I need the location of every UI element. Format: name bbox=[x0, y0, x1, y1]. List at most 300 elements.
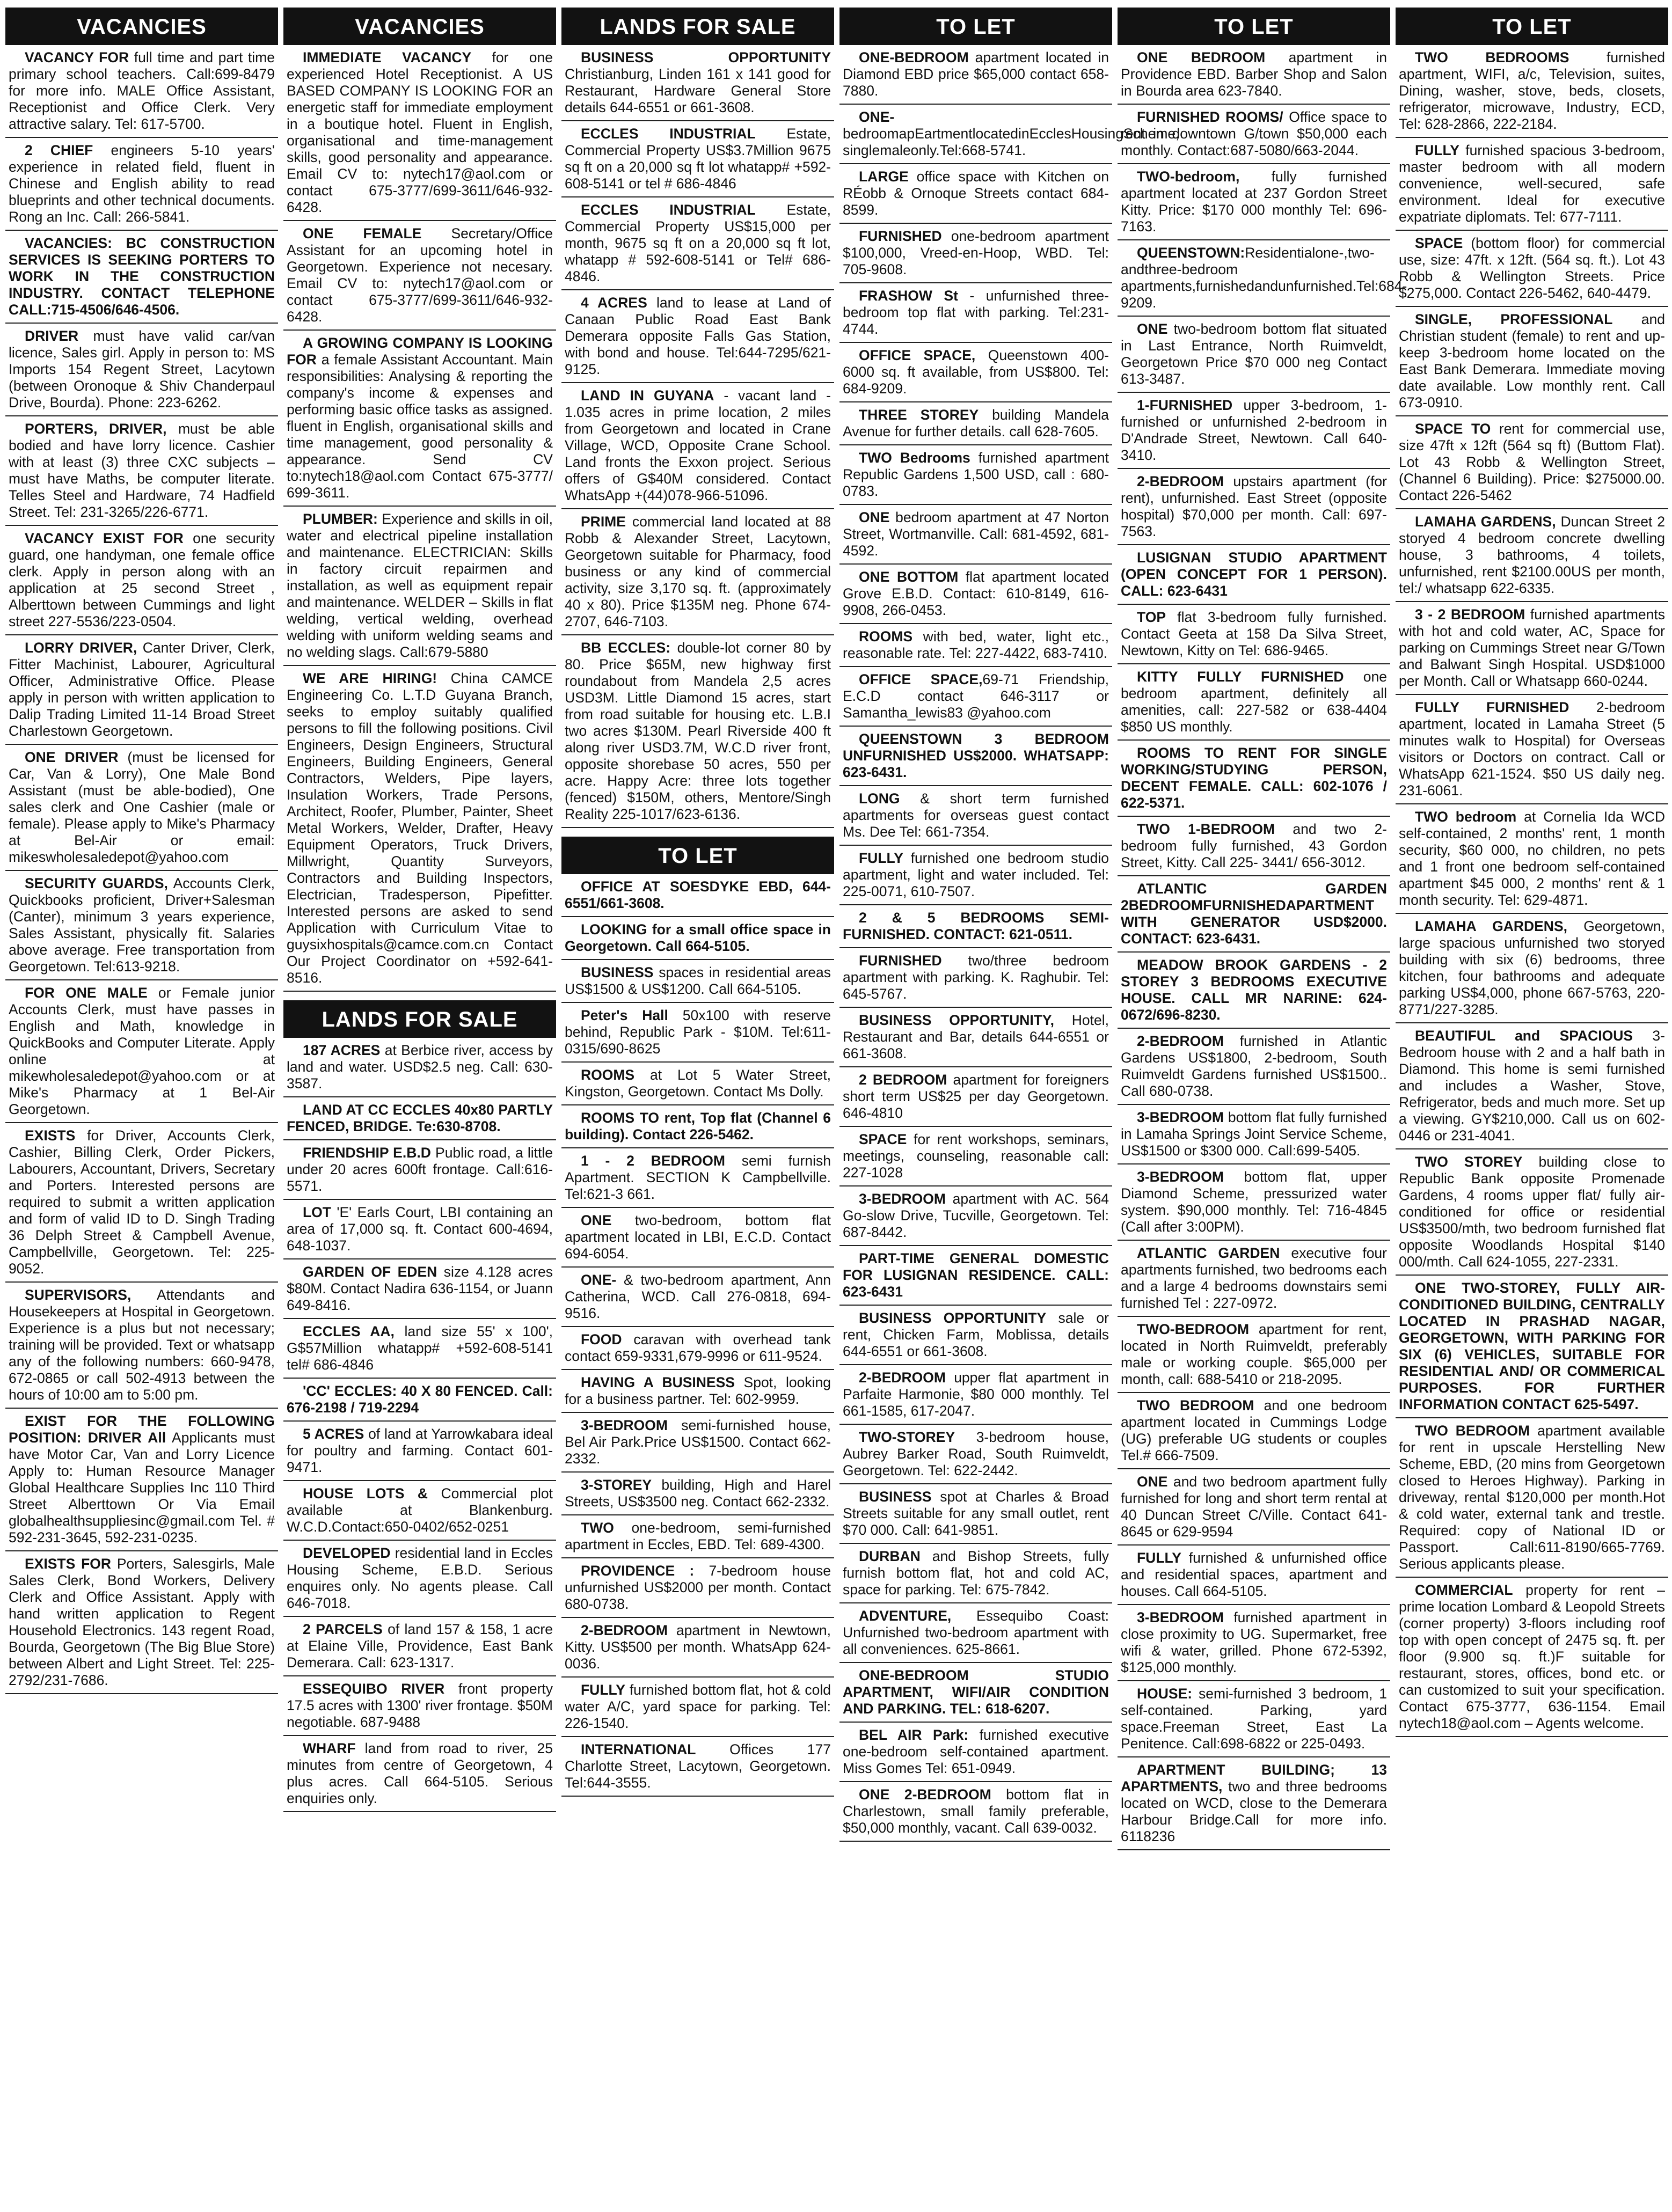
ad-text: Hotel, Restaurant and Bar, details 644-6551 or 661-3608. bbox=[843, 1012, 1109, 1061]
ad-text: rent for commercial use, size 47ft x 12ft (564 sq ft) (Buttom Flat). Lot 43 Robb & Wellington Street, (Channel 6 Building). Price: $275000.00. Contact 226-5462 bbox=[1399, 421, 1665, 503]
ad-text: spot at Charles & Broad Streets suitable for any small outlet, rent $70 000. Call: 641-9851. bbox=[843, 1489, 1109, 1538]
ad-lead: DRIVER bbox=[25, 328, 79, 344]
ad-lead: THREE STOREY bbox=[859, 407, 979, 423]
ad-text: semi-furnished house, Bel Air Park.Price US$1500. Contact 662-2332. bbox=[565, 1417, 831, 1467]
ad-lead: EXIST FOR THE FOLLOWING POSITION: DRIVER All bbox=[9, 1413, 275, 1446]
classified-ad bbox=[5, 1123, 278, 1283]
ad-lead: LAND AT CC ECCLES 40x80 PARTLY FENCED, BRIDGE. Te:630-8708. bbox=[287, 1102, 553, 1134]
ad-lead: ONE 2-BEDROOM bbox=[859, 1786, 991, 1803]
classified-ad bbox=[561, 1003, 834, 1063]
ad-text: caravan with overhead tank contact 659-9331,679-9996 or 611-9524. bbox=[565, 1331, 831, 1364]
classified-ad bbox=[1396, 138, 1668, 231]
ad-lead: ONE- bbox=[581, 1272, 617, 1288]
ad-lead: ONE bbox=[581, 1212, 612, 1228]
column-to-let-2 bbox=[1118, 8, 1407, 2202]
ad-text: bottom flat fully furnished in Lamaha Springs Joint Service Scheme, US$1500 or $300 000. Call:699-5405. bbox=[1121, 1109, 1387, 1159]
ad-text: or Female junior Accounts Clerk, must have passes in English and Math, knowledge in QuickBooks and Computer Literate. Apply online at mikewholesaledepot@yahoo.com or at Mike's Pharmacy at 1 Bel-Air Georgetown. bbox=[9, 985, 275, 1117]
ad-lead: LAND IN GUYANA bbox=[581, 387, 714, 404]
ad-lead: TWO-BEDROOM bbox=[1137, 1321, 1250, 1337]
ad-text: double-lot corner 80 by 80. Price $65M, new highway first roundabout from Mandela 2,5 acres USD3M. Little Diamond 15 acres, start from road suitable for housing etc. L.B.I two acres $130M. Pearl Riverside 400 ft along river USD3.7M, W.C.D river front, opposite shorebase 50 acres, 550 per acre. Happy Acre: three lots together (fenced) $150M, others, Mentore/Singh Reality 225-1017/623-6136. bbox=[565, 640, 831, 822]
ad-lead: EXISTS FOR bbox=[25, 1556, 112, 1572]
ad-lead: SUPERVISORS, bbox=[25, 1287, 132, 1303]
classified-ad bbox=[839, 343, 1112, 402]
column-vacancies-2 bbox=[283, 8, 556, 2202]
ad-text: Spot, looking for a business partner. Tel: 602-9959. bbox=[565, 1374, 831, 1407]
ad-text: at Cornelia Ida WCD self-contained, 2 months' rent, 1 month security, $60 000, no children, no pets and 1 front one bedroom self-contained apartment $45 000, 2 months' rent & 1 month security. Tel: 629-4871. bbox=[1399, 809, 1665, 908]
ad-text: semi furnish Apartment. SECTION K Campbellville. Tel:621-3 661. bbox=[565, 1153, 831, 1202]
ad-text: for rent workshops, seminars, meetings, counseling, reasonable call: 227-1028 bbox=[843, 1131, 1109, 1181]
ad-text: flat 3-bedroom fully furnished. Contact Geeta at 158 Da Silva Street, Newtown, Kitty on Tel: 686-9465. bbox=[1121, 609, 1387, 658]
ad-lead: QUEENSTOWN 3 BEDROOM UNFURNISHED US$2000. WHATSAPP: 623-6431. bbox=[843, 731, 1109, 780]
classified-ad bbox=[839, 402, 1112, 445]
ad-text: 69-71 Friendship, E.C.D contact 646-3117 or Samantha_lewis83 @yahoo.com bbox=[843, 671, 1109, 721]
ad-text: Essequibo Coast: Unfurnished two-bedroom apartment with all conveniences. 625-8661. bbox=[843, 1608, 1109, 1657]
ad-lead: QUEENSTOWN: bbox=[1137, 245, 1245, 261]
classified-ad bbox=[1118, 1029, 1390, 1105]
ad-text: Applicants must have Motor Car, Van and Lorry Licence Apply to: Human Resource Manager Global Healthcare Supplies Inc 110 Third Street Alberttown Or Via Email globalhealthsuppliesinc@gmail.com Tel. # 592-231-3645, 592-231-0235. bbox=[9, 1430, 275, 1546]
classified-ad bbox=[839, 667, 1112, 727]
classified-ad bbox=[1118, 1317, 1390, 1393]
classified-ad bbox=[561, 121, 834, 197]
classified-ad bbox=[283, 1736, 556, 1812]
ad-text: fully furnished apartment located at 237 Gordon Street Kitty. Price: $170 000 monthly Tel: 696-7163. bbox=[1121, 169, 1387, 235]
classified-ad bbox=[561, 1737, 834, 1797]
ad-lead: 2-BEDROOM bbox=[859, 1369, 946, 1386]
ad-text: furnished apartment in close proximity to UG. Supermarket, free wifi & water, grilled. Phone 672-5392, $125,000 monthly. bbox=[1121, 1609, 1387, 1675]
classified-ad bbox=[283, 1097, 556, 1140]
ad-lead: 3-BEDROOM bbox=[581, 1417, 668, 1433]
ad-lead: IMMEDIATE VACANCY bbox=[303, 49, 472, 65]
section-header: LANDS FOR SALE bbox=[561, 8, 834, 45]
ad-text: office space with Kitchen on RÉobb & Ornoque Streets contact 684-8599. bbox=[843, 169, 1109, 218]
ad-lead: TWO-STOREY bbox=[859, 1429, 955, 1445]
ad-text: Duncan Street 2 storyed 4 bedroom concrete dwelling house, 3 bathrooms, 4 toilets, unfurnished, rent $2100.00US per month, tel:/ whatsapp 622-6335. bbox=[1399, 514, 1665, 596]
ad-text: with bed, water, light etc., reasonable rate. Tel: 227-4422, 683-7410. bbox=[843, 628, 1109, 661]
ad-lead: COMMERCIAL bbox=[1415, 1582, 1513, 1598]
classified-ad bbox=[839, 1127, 1112, 1186]
ad-text: 7-bedroom house unfurnished US$2000 per month. Contact 680-0738. bbox=[565, 1563, 831, 1612]
ad-lead: VACANCIES: BC CONSTRUCTION SERVICES IS SEEKING PORTERS TO WORK IN THE CONSTRUCTION INDUSTRY. CONTACT TELEPHONE CALL:715-4506/646-4506. bbox=[9, 235, 275, 318]
ad-lead: LUSIGNAN STUDIO APARTMENT (OPEN CONCEPT FOR 1 PERSON). CALL: 623-6431 bbox=[1121, 550, 1387, 599]
ad-lead: MEADOW BROOK GARDENS - 2 STOREY 3 BEDROOMS EXECUTIVE HOUSE. CALL MR NARINE: 624-0672/696-8230. bbox=[1121, 957, 1387, 1023]
ad-text: Porters, Salesgirls, Male Sales Clerk, Bond Workers, Delivery Clerk and Office Assistant. Apply with hand written application to Regent Household Electronics. 143 regent Road, Bourda, Georgetown (The Big Blue Store) between Albert and Light Street. Tel: 225-2792/231-7686. bbox=[9, 1556, 275, 1688]
section-header: LANDS FOR SALE bbox=[283, 1000, 556, 1038]
section-header: TO LET bbox=[1396, 8, 1668, 45]
ad-text: and two 2-bedroom fully furnished, 43 Gordon Street, Kitty. Call 225- 3441/ 656-3012. bbox=[1121, 821, 1388, 870]
ad-lead: WE ARE HIRING! bbox=[303, 670, 437, 686]
ad-lead: ATLANTIC GARDEN 2BEDROOMFURNISHEDAPARTMENT WITH GENERATOR USD$2000. CONTACT: 623-6431. bbox=[1121, 881, 1387, 947]
section-header: TO LET bbox=[1118, 8, 1390, 45]
classified-ad bbox=[5, 871, 278, 980]
ad-lead: 3-BEDROOM bbox=[1137, 1109, 1224, 1125]
ad-lead: BEL AIR Park: bbox=[859, 1727, 969, 1743]
ad-text: 50x100 with reserve behind, Republic Park - $10M. Tel:611-0315/690-8625 bbox=[565, 1007, 831, 1057]
ad-lead: FULLY bbox=[859, 850, 903, 866]
ad-lead: PORTERS, DRIVER, bbox=[25, 421, 167, 437]
ad-lead: BEAUTIFUL and SPACIOUS bbox=[1415, 1028, 1633, 1044]
ad-lead: ROOMS bbox=[581, 1067, 635, 1083]
ad-lead: 4 ACRES bbox=[581, 295, 647, 311]
classified-ad bbox=[1118, 1105, 1390, 1164]
ad-lead: FULLY bbox=[1137, 1550, 1181, 1566]
ad-lead: SECURITY GUARDS, bbox=[25, 875, 168, 891]
ad-text: furnished apartment, WIFI, a/c, Television, suites, Dining, washer, stove, beds, closets, refrigerator, microwave, Industry, ECD, Tel: 628-2866, 222-2184. bbox=[1399, 49, 1665, 132]
ad-lead: HOUSE: bbox=[1137, 1686, 1193, 1702]
section-header: VACANCIES bbox=[283, 8, 556, 45]
ad-lead: HOUSE LOTS & bbox=[303, 1485, 428, 1501]
classified-ad bbox=[561, 45, 834, 121]
ad-lead: SPACE TO bbox=[1415, 421, 1491, 437]
ad-text: apartment in Newtown, Kitty. US$500 per month. WhatsApp 624-0036. bbox=[565, 1622, 831, 1672]
classified-ad bbox=[1118, 1393, 1390, 1469]
ad-text: and Bishop Streets, fully furnish bottom flat, hot and cold AC, space for parking. Tel: 675-7842. bbox=[843, 1548, 1109, 1598]
ad-lead: ONE FEMALE bbox=[303, 225, 422, 241]
ad-lead: ROOMS TO RENT FOR SINGLE WORKING/STUDYING PERSON, DECENT FEMALE. CALL: 602-1076 / 622-5371. bbox=[1121, 745, 1387, 811]
ad-text: furnished & unfurnished office and residential spaces, apartment and houses. Call 664-5105. bbox=[1121, 1550, 1387, 1599]
ad-lead: 3-BEDROOM bbox=[1137, 1609, 1224, 1625]
classified-ad bbox=[283, 1617, 556, 1676]
classified-ad bbox=[839, 948, 1112, 1008]
classified-ad bbox=[561, 1618, 834, 1678]
classified-ad bbox=[839, 786, 1112, 846]
ad-lead: TWO BEDROOM bbox=[1415, 1423, 1530, 1439]
classified-ad bbox=[839, 846, 1112, 905]
ad-text: Experience and skills in oil, water and electrical pipeline installation and maintenance. ELECTRICIAN: Skills in factory circuit repairmen and installation, as well as equipment repair and maintenance. WELDER – Skills in flat welding, vertical welding, overhead welding with uniform welding seams and no welding slags. Call:679-5880 bbox=[287, 511, 553, 660]
classified-ad bbox=[561, 917, 834, 960]
ad-text: apartment with AC. 564 Go-slow Drive, Tucville, Georgetown. Tel: 687-8442. bbox=[843, 1191, 1109, 1240]
ad-lead: GARDEN OF EDEN bbox=[303, 1264, 437, 1280]
ad-lead: BUSINESS OPPORTUNITY bbox=[581, 49, 831, 65]
classifieds-page bbox=[5, 8, 1666, 2208]
ad-lead: PRIME bbox=[581, 514, 626, 530]
ad-text: Residentialone-,two-andthree-bedroom apartments,furnishedandunfurnished.Tel:684-9209. bbox=[1121, 245, 1407, 311]
classified-ad bbox=[561, 1105, 834, 1148]
ad-lead: TWO bbox=[581, 1520, 614, 1536]
classified-ad bbox=[839, 1246, 1112, 1306]
ad-lead: ONE BOTTOM bbox=[859, 569, 959, 585]
classified-ad bbox=[839, 1484, 1112, 1544]
ad-lead: ATLANTIC GARDEN bbox=[1137, 1245, 1280, 1261]
ad-text: land to lease at Land of Canaan Public Road East Bank Demerara opposite Falls Gas Station, with bond and house. Tel:644-7295/621-9125. bbox=[565, 295, 831, 377]
ad-lead: TWO BEDROOMS bbox=[1415, 49, 1569, 65]
ad-lead: ONE bbox=[1137, 321, 1168, 337]
classified-ad bbox=[839, 164, 1112, 224]
ad-lead: KITTY FULLY FURNISHED bbox=[1137, 669, 1344, 685]
ad-lead: SINGLE, PROFESSIONAL bbox=[1415, 311, 1613, 327]
ad-lead: TWO bedroom bbox=[1415, 809, 1517, 825]
section-header: TO LET bbox=[561, 837, 834, 874]
ad-text: for one experienced Hotel Receptionist. A US BASED COMPANY IS LOOKING FOR an energetic staff for immediate employment in a boutique hotel. Fluent in English, organisational and time-management skills, good personality and appearance. Email CV to: nytech17@aol.com or contact 675-3777/699-3611/646-932-6428. bbox=[287, 49, 553, 215]
ad-text: executive four apartments furnished, two bedrooms each and a large 4 bedrooms downstairs semi furnished Tel : 227-0972. bbox=[1121, 1245, 1387, 1311]
classified-ad bbox=[283, 1140, 556, 1200]
classified-ad bbox=[839, 624, 1112, 667]
classified-ad bbox=[839, 1425, 1112, 1484]
classified-ad bbox=[1396, 1578, 1668, 1737]
classified-ad bbox=[5, 526, 278, 635]
ad-text: & two-bedroom apartment, Ann Catherina, WCD. Call 276-0818, 694-9516. bbox=[565, 1272, 831, 1321]
ad-text: Canter Driver, Clerk, Fitter Machinist, Labourer, Agricultural Officer, Administrative Office. Please apply in person with written application to Dalip Trading Limited 11-14 Broad Street Charlestown Georgetown. bbox=[9, 640, 275, 739]
ad-lead: ESSEQUIBO RIVER bbox=[303, 1681, 445, 1697]
classified-ad bbox=[561, 1148, 834, 1208]
ad-text: of land 157 & 158, 1 acre at Elaine Ville, Providence, East Bank Demerara. Call: 623-1317. bbox=[287, 1621, 553, 1671]
ad-text: one security guard, one handyman, one female office clerk. Apply in person along with an application at 25 second Street , Alberttown between Cummings and light street 227-5536/223-0504. bbox=[9, 530, 275, 629]
classified-ad bbox=[561, 509, 834, 635]
ad-text: one-bedroom, semi-furnished apartment in Eccles, EBD. Tel: 689-4300. bbox=[565, 1520, 831, 1552]
ad-text: & short term furnished apartments for overseas guest contact Ms. Dee Tel: 661-7354. bbox=[843, 790, 1109, 840]
ad-text: bedroomapEartmentlocatedinEcclesHousingScheme, singlemaleonly.Tel:668-5741. bbox=[843, 126, 1180, 158]
ad-lead: FRASHOW St bbox=[859, 288, 958, 304]
ad-text: land size 55' x 100', G$57Million whatapp# +592-608-5141 tel# 686-4846 bbox=[287, 1323, 553, 1373]
ad-lead: 3-BEDROOM bbox=[1137, 1169, 1224, 1185]
ad-lead: LAMAHA GARDENS, bbox=[1415, 918, 1567, 934]
classified-ad bbox=[5, 416, 278, 526]
classified-ad bbox=[561, 1473, 834, 1515]
ad-text: - vacant land - 1.035 acres in prime location, 2 miles from Georgetown and located in Crane Village, WCD, Opposite Crane School. Land fronts the Exxon project. Serious offers of G$40M considered. Contact WhatsApp +(44)078-966-51096. bbox=[565, 387, 831, 503]
ad-text: building close to Republic Bank opposite Promenade Gardens, 4 rooms upper flat/ fully air-conditioned for office or residential US$3500/mth, two bedroom furnished flat opposite Woodlands Hospital $140 000/mth. Call 624-1055, 227-2331. bbox=[1399, 1154, 1665, 1270]
classified-ad bbox=[839, 1603, 1112, 1663]
ad-lead: FOOD bbox=[581, 1331, 622, 1347]
ad-lead: ECCLES INDUSTRIAL bbox=[581, 202, 756, 218]
ad-lead: ONE TWO-STOREY, FULLY AIR-CONDITIONED BUILDING, CENTRALLY LOCATED IN PRASHAD NAGAR, GEORGETOWN, WITH PARKING FOR SIX (6) VEHICLES, SUITABLE FOR RESIDENTIAL AND/ OR COMMERICAL PURPOSES. FOR FURTHER INFORMATION CONTACT 625-5497. bbox=[1399, 1280, 1665, 1412]
ad-lead: Peter's Hall bbox=[581, 1007, 668, 1023]
ad-lead: LOT bbox=[303, 1204, 331, 1220]
ad-lead: ONE-BEDROOM bbox=[859, 49, 969, 65]
classified-ad bbox=[839, 1365, 1112, 1425]
classified-ad bbox=[1396, 231, 1668, 307]
ad-text: apartment available for rent in upscale Herstelling New Scheme, EBD, (20 mins from Georgetown closed to Heroes Highway). Parking in driveway, rental $120,000 per month.Hot & cold water, external tank and trestle. Required: copy of National ID or Passport. Call:611-8190/665-7769. Serious applicants please. bbox=[1399, 1423, 1665, 1572]
ad-text: commercial land located at 88 Robb & Alexander Street, Lacytown, Georgetown suitable for Pharmacy, food business or any kind of commercial activity, size 3,170 sq. ft. (approximately 40 x 80). Price $135M neg. Phone 674-2707, 646-7103. bbox=[565, 514, 831, 629]
ad-lead: OFFICE AT SOESDYKE EBD, 644-6551/661-3608. bbox=[565, 878, 831, 911]
classified-ad bbox=[1396, 1276, 1668, 1418]
ad-text: furnished one bedroom studio apartment, light and water included. Tel: 225-0071, 610-7507. bbox=[843, 850, 1109, 899]
classified-ad bbox=[283, 666, 556, 992]
ad-lead: LAMAHA GARDENS, bbox=[1415, 514, 1556, 530]
classified-ad bbox=[839, 105, 1180, 164]
classified-ad bbox=[1396, 1149, 1668, 1276]
classified-ad bbox=[1118, 664, 1390, 741]
ad-lead: FURNISHED bbox=[859, 953, 942, 969]
classified-ad bbox=[283, 1422, 556, 1481]
ad-lead: TWO 1-BEDROOM bbox=[1137, 821, 1275, 837]
ad-lead: ADVENTURE, bbox=[859, 1608, 952, 1624]
ad-text: 'E' Earls Court, LBI containing an area of 17,000 sq. ft. Contact 600-4694, 648-1037. bbox=[287, 1204, 553, 1254]
classified-ad bbox=[5, 635, 278, 745]
classified-ad bbox=[5, 745, 278, 871]
classified-ad bbox=[561, 635, 834, 828]
classified-ad bbox=[839, 1544, 1112, 1603]
ad-text: for Driver, Accounts Clerk, Cashier, Billing Clerk, Order Pickers, Labourers, Accountant, Drivers, Secretary and Porters. Interested persons are required to submit a written application and form of valid ID to D. Singh Trading 36 Delph Street & Campbell Avenue, Campbellville, Georgetown. Tel: 225-9052. bbox=[9, 1127, 275, 1277]
ad-lead: PROVIDENCE : bbox=[581, 1563, 695, 1579]
ad-lead: TWO Bedrooms bbox=[859, 450, 970, 466]
ad-lead: WHARF bbox=[303, 1740, 356, 1756]
ad-text: furnished spacious 3-bedroom, master bedroom with all modern convenience, well-secured, safe environment. Ideal for executive expatriate diplomats. Tel: 677-7111. bbox=[1399, 142, 1665, 225]
ad-text: Offices 177 Charlotte Street, Lacytown, Georgetown. Tel:644-3555. bbox=[565, 1741, 831, 1791]
classified-ad bbox=[5, 45, 278, 138]
ad-lead: ROOMS TO rent, Top flat (Channel 6 building). Contact 226-5462. bbox=[565, 1110, 831, 1142]
classified-ad bbox=[283, 1541, 556, 1617]
ad-lead: 1 - 2 BEDROOM bbox=[581, 1153, 725, 1169]
classified-ad bbox=[1118, 1241, 1390, 1317]
ad-text: one-bedroom apartment $100,000, Vreed-en-Hoop, WBD. Tel: 705-9608. bbox=[843, 228, 1109, 277]
ad-text: furnished in Atlantic Gardens US$1800, 2-bedroom, South Ruimveldt Gardens furnished US$1500.. Call 680-0738. bbox=[1121, 1033, 1387, 1099]
classified-ad bbox=[283, 1379, 556, 1422]
ad-text: full time and part time primary school teachers. Call:699-8479 for more info. MALE Office Assistant, Receptionist and Office Clerk. Very attractive salary. Tel: 617-5700. bbox=[9, 49, 275, 132]
ad-text: sale or rent, Chicken Farm, Moblissa, details 644-6551 or 661-3608. bbox=[843, 1310, 1109, 1359]
classified-ad bbox=[1118, 1605, 1390, 1681]
ad-lead: FULLY bbox=[581, 1682, 625, 1698]
classified-ad bbox=[1396, 509, 1668, 602]
classified-ad bbox=[561, 1063, 834, 1105]
ad-text: two-bedroom, bottom flat apartment located in LBI, E.C.D. Contact 694-6054. bbox=[565, 1212, 831, 1262]
ad-text: bedroom apartment at 47 Norton Street, Wortmanville. Call: 681-4592, 681-4592. bbox=[843, 509, 1109, 559]
classified-ad bbox=[839, 224, 1112, 283]
classified-ad bbox=[561, 1515, 834, 1558]
section-header: TO LET bbox=[839, 8, 1112, 45]
classified-ad bbox=[1396, 914, 1668, 1023]
ad-lead: 3-STOREY bbox=[581, 1477, 652, 1493]
ad-text: (bottom floor) for commercial use, size: 47ft. x 12ft. (564 sq. ft.). Lot 43 Robb & Wellington Streets. Price $275,000. Contact 226-5462, 640-4479. bbox=[1399, 235, 1665, 301]
ad-text: apartment in Providence EBD. Barber Shop and Salon in Bourda area 623-7840. bbox=[1121, 49, 1387, 99]
ad-text: furnished apartments with hot and cold water, AC, Space for parking on Cummings Street near G/Town and Balwant Singh Hospital. USD$1000 per Month. Call or Whatsapp 660-0244. bbox=[1399, 606, 1665, 689]
ad-lead: 2-BEDROOM bbox=[581, 1622, 668, 1638]
ad-text: front property 17.5 acres with 1300' river frontage. $50M negotiable. 687-9488 bbox=[287, 1681, 553, 1730]
ad-text: apartment for foreigners short term US$25 per day Georgetown. 646-4810 bbox=[843, 1072, 1109, 1121]
classified-ad bbox=[839, 1008, 1112, 1067]
ad-text: residential land in Eccles Housing Scheme, E.B.D. Serious enquires only. No agents please. Call 646-7018. bbox=[287, 1545, 553, 1611]
classified-ad bbox=[1396, 307, 1668, 416]
classified-ad bbox=[561, 1268, 834, 1327]
column-to-let-1 bbox=[839, 8, 1180, 2202]
classified-ad bbox=[839, 1663, 1112, 1723]
ad-lead: ECCLES INDUSTRIAL bbox=[581, 126, 756, 142]
classified-ad bbox=[1118, 317, 1390, 393]
classified-ad bbox=[561, 1327, 834, 1370]
ad-lead: 2-BEDROOM bbox=[1137, 473, 1224, 489]
classified-ad bbox=[283, 1319, 556, 1379]
ad-lead: ECCLES AA, bbox=[303, 1323, 395, 1339]
ad-lead: BUSINESS bbox=[581, 964, 654, 980]
ad-lead: LARGE bbox=[859, 169, 909, 185]
ad-lead: ONE- bbox=[859, 109, 895, 125]
ad-text: furnished executive one-bedroom self-contained apartment. Miss Gomes Tel: 651-0949. bbox=[843, 1727, 1109, 1776]
classified-ad bbox=[561, 1208, 834, 1268]
ad-text: Commercial plot available at Blankenburg. W.C.D.Contact:650-0402/652-0251 bbox=[287, 1485, 553, 1535]
classified-ad bbox=[283, 1259, 556, 1319]
classified-ad bbox=[1396, 1023, 1668, 1149]
classified-ad bbox=[1118, 953, 1390, 1029]
classified-ad bbox=[561, 290, 834, 383]
ad-lead: FULLY bbox=[1415, 142, 1459, 158]
ad-text: Attendants and Housekeepers at Hospital in Georgetown. Experience is a plus but not necessary; training will be provided. Text or whatsapp any of the following numbers: 660-9478, 672-0865 or call 502-4913 between the hours of 10:00 am to 5:00 pm. bbox=[9, 1287, 275, 1403]
classified-ad bbox=[1118, 1469, 1390, 1546]
ad-lead: PART-TIME GENERAL DOMESTIC FOR LUSIGNAN RESIDENCE. CALL: 623-6431 bbox=[843, 1250, 1109, 1300]
ad-text: size 4.128 acres $80M. Contact Nadira 636-1154, or Juann 649-8416. bbox=[287, 1264, 553, 1313]
ad-lead: ONE bbox=[1137, 1474, 1168, 1490]
ad-text: 2-bedroom apartment, located in Lamaha Street (5 minutes walk to Hospital) for Overseas visitors or Doctors on contract. Call or WhatsApp 621-1524. $50 US daily neg. 231-6061. bbox=[1399, 699, 1665, 799]
ad-text: must have valid car/van licence, Sales girl. Apply in person to: MS Imports 154 Regent Street, Lacytown (between Oronoque & Shiv Chanderpaul Drive, Bourda). Phone: 223-6262. bbox=[9, 328, 275, 411]
ad-text: upstairs apartment (for rent), unfurnished. East Street (opposite hospital) $70,000 per month. Call: 697-7563. bbox=[1121, 473, 1387, 539]
ad-text: apartment for rent, located in North Ruimveldt, preferably male or working couple. $65,000 per month, call: 688-5410 or 218-2095. bbox=[1121, 1321, 1387, 1387]
ad-lead: ONE bbox=[859, 509, 890, 525]
ad-text: (must be licensed for Car, Van & Lorry), One Male Bond Assistant (must be able-bodied), One sales clerk and One Cashier (male or female). Please apply to Mike's Pharmacy at Bel-Air or email: mikeswholesaledepot@yahoo.com bbox=[9, 749, 275, 865]
ad-text: at Berbice river, access by land and water. USD$2.5 neg. Call: 630-3587. bbox=[287, 1042, 553, 1092]
classified-ad bbox=[1118, 1757, 1390, 1850]
classified-ad bbox=[1118, 393, 1390, 469]
classified-ad bbox=[1118, 545, 1390, 605]
ad-lead: 2 & 5 BEDROOMS SEMI-FURNISHED. CONTACT: 621-0511. bbox=[843, 910, 1109, 942]
ad-text: bottom flat, upper Diamond Scheme, pressurized water system. $90,000 monthly. Tel: 716-4845 (Call after 3:00PM). bbox=[1121, 1169, 1387, 1235]
ad-text: property for rent – prime location Lombard & Leopold Streets (corner property) 3-floors including roof top with open concept of 2475 sq. ft. per floor (9.900 sq. ft.)F suitable for restaurant, stores, offices, bond etc. or can customized to suit your specification. Contact 675-3777, 636-1154. Email nytech18@aol.com – Agents welcome. bbox=[1399, 1582, 1665, 1731]
ad-lead: 5 ACRES bbox=[303, 1426, 364, 1442]
classified-ad bbox=[561, 383, 834, 509]
ad-text: China CAMCE Engineering Co. L.T.D Guyana Branch, seeks to employ suitably qualified persons to fill the following positions. Civil Engineers, Design Engineers, Structural Engineers, Building Engineers, General Contractors, Welders, Pipe layers, Insulation Workers, Trade Persons, Architect, Roofer, Plumber, Painter, Sheet Metal Workers, Welder, Drafter, Heavy Equipment Operators, Truck Drivers, Millwright, Quantity Surveyors, Contractors and Building Inspectors, Electrician, Tradesperson, Pipefitter. Interested persons are asked to send Application with Curriculum Vitae to guysixhospitals@camce.com.cn Contact Our Project Coordinator on +592-641-8516. bbox=[287, 670, 553, 986]
ad-text: semi-furnished 3 bedroom, 1 self-contained. Parking, yard space.Freeman Street, East La Penitence. Call:698-6822 or 225-0493. bbox=[1121, 1686, 1387, 1752]
ad-text: flat apartment located Grove E.B.D. Contact: 610-8149, 616-9908, 266-0453. bbox=[843, 569, 1109, 618]
ad-text: 3-bedroom house, Aubrey Barker Road, South Ruimveldt, Georgetown. Tel: 622-2442. bbox=[843, 1429, 1109, 1478]
classified-ad bbox=[283, 507, 556, 666]
classified-ad bbox=[561, 197, 834, 290]
ad-text: and Christian student (female) to rent and up-keep 3-bedroom home located on the East Bank Demerara. Immediate moving date available. Low monthly rent. Call 673-0910. bbox=[1399, 311, 1665, 411]
ad-text: furnished apartment Republic Gardens 1,500 USD, call : 680-0783. bbox=[843, 450, 1109, 499]
classified-ad bbox=[283, 331, 556, 507]
ad-lead: 187 ACRES bbox=[303, 1042, 381, 1058]
ad-lead: DURBAN bbox=[859, 1548, 921, 1564]
classified-ad bbox=[5, 1551, 278, 1694]
ad-lead: BB ECCLES: bbox=[581, 640, 671, 656]
ad-text: Accounts Clerk, Quickbooks proficient, Driver+Salesman (Canter), minimum 3 years experience, Sales Assistant, physically fit. Salaries above average. Free transportation from Georgetown. Tel:613-9218. bbox=[9, 875, 275, 975]
ad-lead: TWO BEDROOM bbox=[1137, 1397, 1254, 1413]
ad-text: upper flat apartment in Parfaite Harmonie, $80 000 monthly. Tel 661-1585, 617-2047. bbox=[843, 1369, 1109, 1419]
ad-lead: BUSINESS OPPORTUNITY bbox=[859, 1310, 1047, 1326]
classified-ad bbox=[561, 874, 834, 917]
ad-lead: OFFICE SPACE, bbox=[859, 671, 983, 687]
ad-lead: 2 BEDROOM bbox=[859, 1072, 947, 1088]
classified-ad bbox=[561, 1370, 834, 1413]
ad-text: Queenstown 400-6000 sq. ft available, from US$800. Tel: 684-9209. bbox=[843, 347, 1109, 397]
ad-lead: BUSINESS bbox=[859, 1489, 932, 1505]
ad-lead: FRIENDSHIP E.B.D bbox=[303, 1145, 431, 1161]
ad-text: apartment located in Diamond EBD price $65,000 contact 658-7880. bbox=[843, 49, 1109, 99]
classified-ad bbox=[839, 565, 1112, 624]
ad-text: and one bedroom apartment located in Cummings Lodge (UG) preferable UG students or couples Tel.# 666-7509. bbox=[1121, 1397, 1388, 1463]
ad-lead: FULLY FURNISHED bbox=[1415, 699, 1569, 715]
ad-text: a female Assistant Accountant. Main responsibilities: Analysing & reporting the company's income & expenses and performing basic office tasks as assigned. fluent in English, organisational skills and time management, good personality & appearance. Send CV to:nytech18@aol.com Contact 675-3777/ 699-3611. bbox=[287, 351, 553, 501]
ad-lead: TWO-bedroom, bbox=[1137, 169, 1240, 185]
ad-text: Estate, Commercial Property US$3.7Million 9675 sq ft on a 20,000 sq ft lot whatapp# +592-608-5141 or tel # 686-4846 bbox=[565, 126, 831, 192]
classified-ad bbox=[839, 1306, 1112, 1365]
classified-ad bbox=[1396, 1418, 1668, 1578]
classified-ad bbox=[561, 1678, 834, 1737]
section-header: VACANCIES bbox=[5, 8, 278, 45]
ad-text: Office space to rent in downtown G/town $50,000 each monthly. Contact:687-5080/663-2044. bbox=[1121, 109, 1387, 158]
classified-ad bbox=[1118, 1681, 1390, 1757]
classified-ad bbox=[5, 324, 278, 416]
classified-ad bbox=[1118, 105, 1390, 164]
ad-lead: ROOMS bbox=[859, 628, 913, 644]
classified-ad bbox=[283, 45, 556, 221]
ad-lead: A GROWING COMPANY IS LOOKING FOR bbox=[287, 335, 553, 368]
ad-lead: 3 - 2 BEDROOM bbox=[1415, 606, 1525, 622]
ad-text: must be able bodied and have lorry licence. Cashier with at least (3) three CXC subjects – must have Maths, be computer literate. Telles Steel and Hardware, 74 Hadfield Street. Tel: 231-3265/226-6771. bbox=[9, 421, 275, 520]
classified-ad bbox=[561, 1558, 834, 1618]
ad-text: Public road, a little under 20 acres 600ft frontage. Call:616-5571. bbox=[287, 1145, 553, 1194]
ad-lead: EXISTS bbox=[25, 1127, 76, 1144]
ad-text: two/three bedroom apartment with parking. K. Raghubir. Tel: 645-5767. bbox=[843, 953, 1109, 1002]
classified-ad bbox=[839, 283, 1112, 343]
classified-ad bbox=[283, 1038, 556, 1097]
classified-ad bbox=[283, 1481, 556, 1541]
classified-ad bbox=[5, 1283, 278, 1409]
